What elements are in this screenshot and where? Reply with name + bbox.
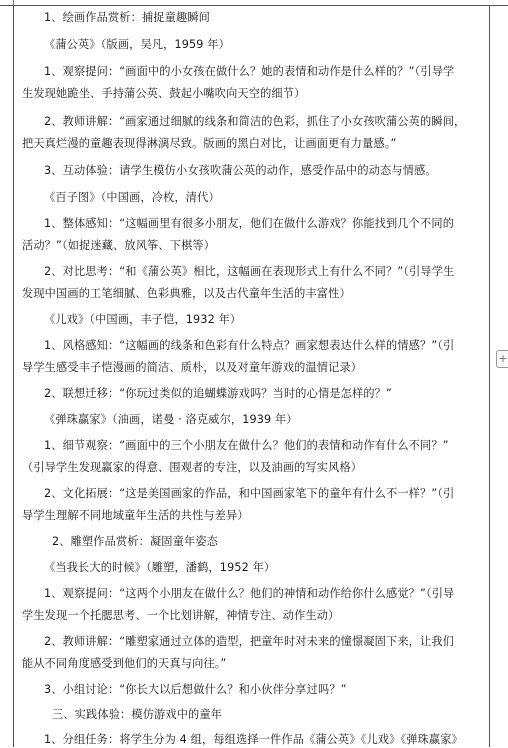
section-heading-practice: 三、实践体验：模仿游戏中的童年 (52, 708, 223, 721)
expand-panel-plus-icon[interactable]: + (496, 350, 508, 368)
paragraph-line: 导学生感受丰子恺漫画的简洁、质朴，以及对童年游戏的温情记录） (22, 361, 363, 374)
artwork-title-when-i-grow-up: 《当我长大的时候》（雕塑，潘鹤，1952 年） (44, 561, 276, 574)
paragraph-line: 导学生理解不同地域童年生活的共性与差异） (22, 509, 249, 522)
artwork-title-child-play: 《儿戏》（中国画，丰子恺，1932 年） (44, 313, 242, 326)
artwork-title-dandelion: 《蒲公英》（版画，吴凡，1959 年） (44, 38, 230, 51)
paragraph-line: 学生发现一个托腮思考、一个比划讲解，神情专注、动作生动） (22, 609, 340, 622)
paragraph-line: 活动？”（如捉迷藏、放风筝、下棋等） (22, 239, 216, 252)
paragraph-line: 1、风格感知：“这幅画的线条和色彩有什么特点？画家想表达什么样的情感？”（引 (44, 339, 455, 352)
paragraph-line: 2、联想迁移：“你玩过类似的追蝴蝶游戏吗？当时的心情是怎样的？” (44, 387, 392, 400)
table-border-top (0, 5, 508, 6)
section-heading-sculpture: 2、雕塑作品赏析：凝固童年姿态 (52, 535, 218, 548)
paragraph-line: 1、观察提问：“画面中的小女孩在做什么？她的表情和动作是什么样的？”（引导学 (44, 65, 455, 78)
paragraph-line: 1、整体感知：“这幅画里有很多小朋友，他们在做什么游戏？你能找到几个不同的 (44, 217, 455, 230)
section-heading-painting: 1、绘画作品赏析：捕捉童趣瞬间 (44, 11, 210, 24)
table-border-right (489, 5, 490, 747)
artwork-title-hundred-children: 《百子图》（中国画，冷枚，清代） (44, 191, 220, 204)
paragraph-line: 3、小组讨论：“你长大以后想做什么？和小伙伴分享过吗？” (44, 683, 347, 696)
paragraph-line: 3、互动体验：请学生模仿小女孩吹蒲公英的动作，感受作品中的动态与情感。 (44, 164, 437, 177)
paragraph-line: 生发现她跪坐、手持蒲公英、鼓起小嘴吹向天空的细节） (22, 87, 306, 100)
paragraph-line: （引导学生发现赢家的得意、围观者的专注，以及油画的写实风格） (22, 461, 363, 474)
paragraph-line: 1、观察提问：“这两个小朋友在做什么？他们的神情和动作给你什么感觉？”（引导 (44, 587, 455, 600)
paragraph-line: 把天真烂漫的童趣表现得淋漓尽致。版画的黑白对比，让画面更有力量感。” (22, 137, 397, 150)
paragraph-line: 1、细节观察：“画面中的三个小朋友在做什么？他们的表情和动作有什么不同？” (44, 439, 449, 452)
paragraph-line: 2、对比思考：“和《蒲公英》相比，这幅画在表现形式上有什么不同？”（引导学生 (44, 265, 455, 278)
paragraph-line: 发现中国画的工笔细腻、色彩典雅，以及古代童年生活的丰富性） (22, 287, 351, 300)
paragraph-line: 2、教师讲解：“雕塑家通过立体的造型，把童年时对未来的憧憬凝固下来，让我们 (44, 635, 455, 648)
artwork-title-marble-champion: 《弹珠赢家》（油画，诺曼 · 洛克威尔，1939 年） (44, 413, 298, 426)
paragraph-line: 2、文化拓展：“这是美国画家的作品，和中国画家笔下的童年有什么不一样？”（引 (44, 487, 455, 500)
paragraph-line: 1、分组任务：将学生分为 4 组，每组选择一件作品《蒲公英》《儿戏》《弹珠赢家》 (44, 733, 463, 746)
paragraph-line: 能从不同角度感受到他们的天真与向往。” (22, 657, 227, 670)
table-border-left (13, 5, 14, 747)
paragraph-line: 2、教师讲解：“画家通过细腻的线条和简洁的色彩，抓住了小女孩吹蒲公英的瞬间， (44, 115, 466, 128)
